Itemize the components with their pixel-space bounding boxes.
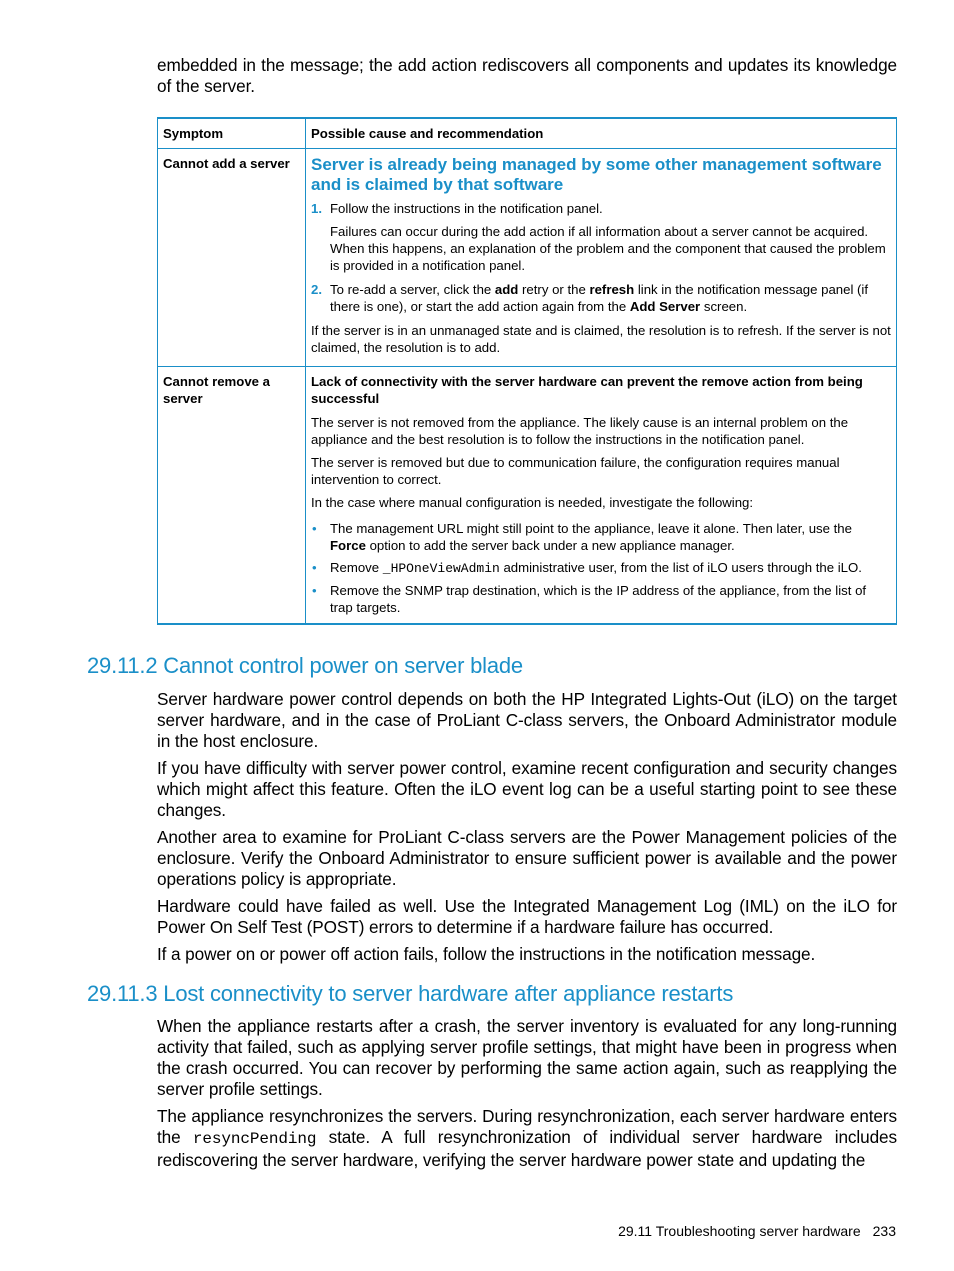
add-term: add bbox=[494, 282, 519, 297]
investigation-list bbox=[311, 520, 891, 616]
body-paragraph: Server hardware power control depends on both the HP Integrated Lights-Out (iLO) on the target server hardware, and in the case of ProLiant C-class servers, the Onboard Administrator module in the host enclosure. bbox=[157, 689, 897, 751]
table-row bbox=[158, 367, 897, 625]
list-item bbox=[311, 200, 891, 274]
text-run: state. A full resynchronization of individual server hardware includes rediscovering the server hardware, verifying the server hardware power state and updating the bbox=[157, 1127, 897, 1170]
footer-section-title: 29.11 Troubleshooting server hardware bbox=[618, 1223, 861, 1239]
table-row bbox=[158, 149, 897, 367]
bullet-icon: • bbox=[312, 521, 317, 536]
force-term: Force bbox=[330, 538, 366, 553]
cause-paragraph: The server is removed but due to communication failure, the configuration requires manual intervention to correct. bbox=[311, 455, 840, 487]
symptom-cell: Cannot remove a server bbox=[158, 367, 306, 625]
cause-paragraph: The server is not removed from the appliance. The likely cause is an internal problem on the appliance and the best resolution is to follow the instructions in the notification panel. bbox=[311, 415, 849, 447]
list-item bbox=[311, 582, 891, 616]
list-item bbox=[311, 281, 891, 315]
text-run: To re-add a server, click the bbox=[330, 282, 495, 297]
step-text bbox=[330, 282, 868, 314]
text-run: The management URL might still point to the appliance, leave it alone. Then later, use the bbox=[330, 521, 852, 536]
cause-heading: Lack of connectivity with the server hardware can prevent the remove action from being successful bbox=[311, 374, 863, 406]
text-run: retry or the bbox=[518, 282, 590, 297]
text-run: The appliance resynchronizes the servers. During resynchronization, each server hardware enters the bbox=[157, 1106, 897, 1147]
cause-heading: Server is already being managed by some other management software and is claimed by that software bbox=[311, 155, 882, 194]
cause-paragraph: In the case where manual configuration is needed, investigate the following: bbox=[311, 495, 754, 510]
code-term: resyncPending bbox=[192, 1130, 317, 1148]
resolution-note: If the server is in an unmanaged state and is claimed, the resolution is to refresh. If the server is not claimed, the resolution is to add. bbox=[311, 323, 891, 355]
symptom-cell: Cannot add a server bbox=[158, 149, 306, 367]
cause-cell bbox=[306, 149, 897, 367]
text-run: option to add the server back under a new appliance manager. bbox=[365, 538, 735, 553]
step-text: Follow the instructions in the notification panel. bbox=[330, 201, 603, 216]
column-header-cause: Possible cause and recommendation bbox=[306, 118, 897, 149]
cause-cell bbox=[306, 367, 897, 625]
intro-paragraph: embedded in the message; the add action rediscovers all components and updates its knowledge of the server. bbox=[157, 55, 897, 96]
bullet-icon: • bbox=[312, 583, 317, 598]
code-term: _HPOneViewAdmin bbox=[382, 561, 500, 576]
body-paragraph: Hardware could have failed as well. Use the Integrated Management Log (IML) on the iLO for Power On Self Test (POST) errors to determine if a hardware failure has occurred. bbox=[157, 896, 897, 937]
body-paragraph: Another area to examine for ProLiant C-class servers are the Power Management policies of the enclosure. Verify the Onboard Administrator to ensure sufficient power is available and the power operations policy is appropriate. bbox=[157, 827, 897, 889]
bullet-icon: • bbox=[312, 560, 317, 575]
text-run: link in the notification message panel (if there is one), or start the add action again from the bbox=[330, 282, 869, 314]
column-header-symptom: Symptom bbox=[158, 118, 306, 149]
text-run: screen. bbox=[700, 299, 748, 314]
text-run: Remove bbox=[330, 560, 383, 575]
body-paragraph: When the appliance restarts after a crash, the server inventory is evaluated for any long-running activity that failed, such as applying server profile settings, that might have been in progress when the crash occurred. You can recover by performing the same action again, such as reapplying the server profile settings. bbox=[157, 1016, 897, 1099]
list-item bbox=[311, 559, 891, 577]
step-number: 1. bbox=[311, 201, 322, 216]
body-paragraph: If a power on or power off action fails, follow the instructions in the notification message. bbox=[157, 944, 816, 964]
refresh-term: refresh bbox=[589, 282, 635, 297]
body-paragraph: If you have difficulty with server power control, examine recent configuration and security changes which might affect this feature. Often the iLO event log can be a useful starting point to see these changes. bbox=[157, 758, 897, 820]
body-paragraph bbox=[157, 1106, 897, 1171]
text-run: Remove the SNMP trap destination, which is the IP address of the appliance, from the list of trap targets. bbox=[330, 583, 867, 615]
list-item bbox=[311, 520, 891, 554]
page-number: 233 bbox=[872, 1223, 896, 1239]
section-heading: 29.11.2 Cannot control power on server blade bbox=[87, 653, 523, 678]
troubleshooting-table bbox=[157, 117, 897, 625]
page-footer bbox=[560, 1222, 896, 1240]
step-detail: Failures can occur during the add action if all information about a server cannot be acquired. When this happens, an explanation of the problem and the component that caused the problem is provided in a notification panel. bbox=[330, 224, 886, 273]
section-heading: 29.11.3 Lost connectivity to server hardware after appliance restarts bbox=[87, 981, 734, 1006]
steps-list bbox=[311, 200, 891, 315]
add-server-term: Add Server bbox=[629, 299, 701, 314]
table-header-row bbox=[158, 118, 897, 149]
step-number: 2. bbox=[311, 282, 322, 297]
text-run: administrative user, from the list of iLO users through the iLO. bbox=[499, 560, 862, 575]
